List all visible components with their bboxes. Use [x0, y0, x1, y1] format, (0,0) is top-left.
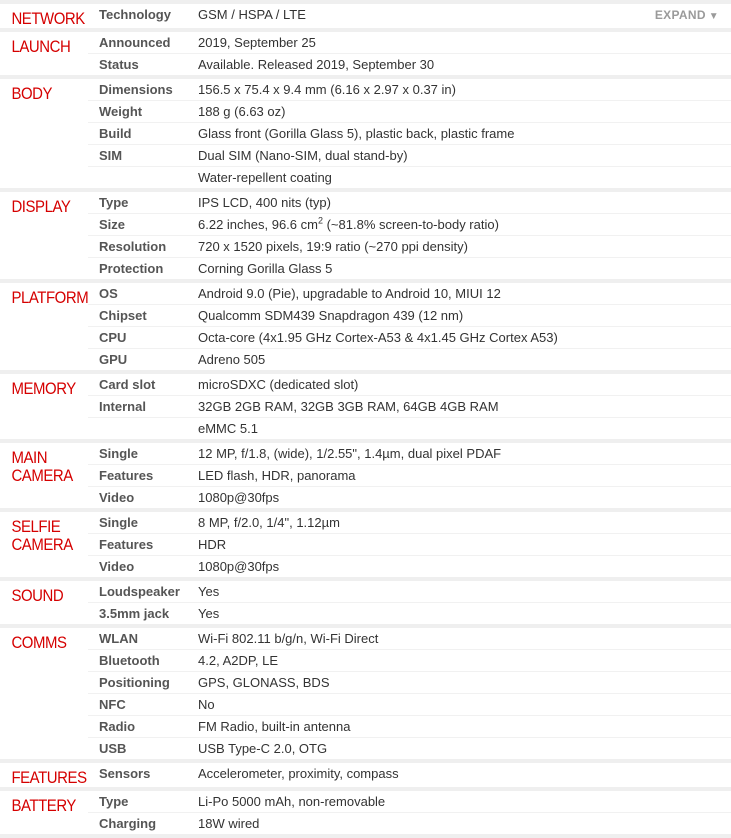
spec-value-text: Water-repellent coating [198, 170, 332, 185]
section-title-line: FEATURES [11, 768, 87, 787]
spec-row [88, 304, 731, 326]
expand-button[interactable] [655, 8, 719, 22]
spec-row [88, 417, 731, 439]
section-rows [88, 374, 731, 439]
spec-value-text: GSM / HSPA / LTE [198, 7, 306, 22]
section-title-line: NETWORK [11, 9, 85, 28]
spec-value [198, 330, 731, 345]
spec-row [88, 144, 731, 166]
spec-value [198, 490, 731, 505]
spec-row [88, 4, 731, 25]
spec-label: Single [99, 446, 139, 461]
section-title-line: SOUND [11, 586, 64, 605]
spec-row [88, 79, 731, 100]
section-title [0, 791, 77, 834]
spec-label: Bluetooth [99, 653, 160, 668]
spec-label: USB [99, 741, 127, 756]
spec-value [198, 261, 731, 276]
section-rows [88, 32, 731, 75]
section-title [0, 581, 77, 624]
spec-value-text: eMMC 5.1 [198, 421, 258, 436]
section-title-line: PLATFORM [11, 288, 89, 307]
spec-section-main-camera [0, 443, 731, 512]
spec-value-text: 8 MP, f/2.0, 1/4", 1.12µm [198, 515, 340, 530]
spec-section-memory [0, 374, 731, 443]
spec-value-text: Qualcomm SDM439 Snapdragon 439 (12 nm) [198, 308, 464, 323]
spec-label: Video [99, 490, 135, 505]
spec-value [198, 82, 731, 97]
section-title-line: CAMERA [11, 535, 73, 554]
spec-section-sound [0, 581, 731, 628]
spec-value-text: microSDXC (dedicated slot) [198, 377, 359, 392]
section-title-line: COMMS [11, 633, 67, 652]
section-rows [88, 79, 731, 188]
section-rows [88, 581, 731, 624]
spec-value [198, 559, 731, 574]
spec-value-text: Dual SIM (Nano-SIM, dual stand-by) [198, 148, 408, 163]
spec-value-text: USB Type-C 2.0, OTG [198, 741, 328, 756]
spec-row [88, 581, 731, 602]
spec-value-text: Octa-core (4x1.95 GHz Cortex-A53 & 4x1.45 GHz Cortex A53) [198, 330, 558, 345]
spec-label: OS [99, 286, 118, 301]
spec-value-text: 1080p@30fps [198, 559, 280, 574]
spec-label: Type [99, 794, 129, 809]
spec-value-text: IPS LCD, 400 nits (typ) [198, 195, 331, 210]
spec-row [88, 602, 731, 624]
spec-value-text: Available. Released 2019, September 30 [198, 57, 435, 72]
section-rows [88, 192, 731, 279]
spec-row [88, 100, 731, 122]
spec-section-platform [0, 283, 731, 374]
spec-label: Positioning [99, 675, 170, 690]
spec-label: 3.5mm jack [99, 606, 170, 621]
spec-value-text: Android 9.0 (Pie), upgradable to Android 10, MIUI 12 [198, 286, 501, 301]
spec-value-text-after: (~81.8% screen-to-body ratio) [322, 217, 499, 232]
spec-row [88, 512, 731, 533]
section-title [0, 374, 77, 439]
spec-value-text: Yes [198, 584, 220, 599]
spec-value [198, 741, 731, 756]
section-rows [88, 283, 731, 370]
spec-value-text: GPS, GLONASS, BDS [198, 675, 330, 690]
section-title-line: SELFIE [11, 517, 61, 536]
spec-value-text: 720 x 1520 pixels, 19:9 ratio (~270 ppi density) [198, 239, 468, 254]
spec-label: Internal [99, 399, 146, 414]
spec-row [88, 283, 731, 304]
spec-value [198, 446, 731, 461]
spec-section-selfie-camera [0, 512, 731, 581]
spec-label: Loudspeaker [99, 584, 180, 599]
section-title-line: MEMORY [11, 379, 76, 398]
spec-label: Radio [99, 719, 136, 734]
spec-value [198, 57, 731, 72]
section-rows [88, 628, 731, 759]
spec-value [198, 537, 731, 552]
section-title-line: DISPLAY [11, 197, 71, 216]
spec-label: Type [99, 195, 129, 210]
spec-row [88, 464, 731, 486]
spec-label: Status [99, 57, 139, 72]
spec-value [198, 719, 731, 734]
spec-value [198, 148, 731, 163]
spec-value [198, 399, 731, 414]
spec-label: Technology [99, 7, 171, 22]
spec-label: WLAN [99, 631, 138, 646]
section-title [0, 32, 77, 75]
spec-label: Video [99, 559, 135, 574]
spec-value-text: FM Radio, built-in antenna [198, 719, 351, 734]
spec-section-launch [0, 32, 731, 79]
spec-row [88, 693, 731, 715]
spec-label: Dimensions [99, 82, 173, 97]
spec-label: SIM [99, 148, 123, 163]
spec-row [88, 763, 731, 784]
spec-label: Resolution [99, 239, 167, 254]
section-title [0, 4, 85, 28]
section-rows [88, 4, 731, 28]
spec-label: Protection [99, 261, 164, 276]
spec-label: Card slot [99, 377, 156, 392]
spec-value [198, 286, 731, 301]
spec-label: Single [99, 515, 139, 530]
spec-row [88, 326, 731, 348]
spec-value [198, 195, 731, 210]
spec-row [88, 443, 731, 464]
spec-row [88, 791, 731, 812]
spec-row [88, 533, 731, 555]
spec-value [198, 239, 731, 254]
spec-section-battery [0, 791, 731, 838]
spec-row [88, 395, 731, 417]
expand-label: EXPAND [654, 8, 706, 22]
spec-value [198, 766, 731, 781]
caret-down-icon: ▼ [708, 11, 719, 22]
spec-row [88, 348, 731, 370]
section-title-line: CAMERA [11, 466, 73, 485]
spec-value [198, 584, 731, 599]
spec-value-text: Corning Gorilla Glass 5 [198, 261, 333, 276]
spec-row [88, 32, 731, 53]
spec-label: Sensors [99, 766, 151, 781]
spec-value [198, 217, 731, 232]
section-title [0, 443, 77, 508]
spec-value-text: 32GB 2GB RAM, 32GB 3GB RAM, 64GB 4GB RAM [198, 399, 499, 414]
spec-row [88, 213, 731, 235]
spec-value [198, 308, 731, 323]
spec-value [198, 816, 731, 831]
spec-section-features [0, 763, 731, 791]
spec-value-text: Glass front (Gorilla Glass 5), plastic back, plastic frame [198, 126, 515, 141]
spec-section-body [0, 79, 731, 192]
spec-value [198, 794, 731, 809]
spec-row [88, 257, 731, 279]
spec-value [198, 35, 731, 50]
spec-row [88, 486, 731, 508]
spec-value-text: 156.5 x 75.4 x 9.4 mm (6.16 x 2.97 x 0.37 in) [198, 82, 456, 97]
section-title-line: LAUNCH [11, 37, 71, 56]
spec-value [198, 352, 731, 367]
spec-section-comms [0, 628, 731, 763]
spec-label: Chipset [99, 308, 147, 323]
spec-value-text: Wi-Fi 802.11 b/g/n, Wi-Fi Direct [198, 631, 379, 646]
spec-row [88, 671, 731, 693]
spec-value [198, 697, 731, 712]
section-rows [88, 512, 731, 577]
spec-value-text: 2019, September 25 [198, 35, 316, 50]
spec-label: Weight [99, 104, 143, 119]
spec-row [88, 53, 731, 75]
spec-value-text: 188 g (6.63 oz) [198, 104, 286, 119]
spec-value-text: Li-Po 5000 mAh, non-removable [198, 794, 386, 809]
spec-value-text: 12 MP, f/1.8, (wide), 1/2.55", 1.4µm, dual pixel PDAF [198, 446, 502, 461]
section-rows [88, 791, 731, 834]
spec-label: Size [99, 217, 126, 232]
spec-value [198, 675, 731, 690]
spec-row [88, 192, 731, 213]
section-title [0, 79, 77, 188]
spec-value-text: LED flash, HDR, panorama [198, 468, 356, 483]
section-title-line: BATTERY [11, 796, 76, 815]
spec-value [198, 631, 731, 646]
section-rows [88, 763, 731, 787]
spec-value [198, 653, 731, 668]
spec-value [198, 377, 731, 392]
spec-row [88, 166, 731, 188]
spec-row [88, 737, 731, 759]
spec-value-text: No [198, 697, 215, 712]
section-title-line: BODY [11, 84, 53, 103]
section-title [0, 512, 77, 577]
spec-label: CPU [99, 330, 127, 345]
spec-value [198, 515, 731, 530]
spec-row [88, 715, 731, 737]
section-title [0, 763, 87, 787]
section-title-line: MAIN [11, 448, 48, 467]
spec-value-text: Yes [198, 606, 220, 621]
spec-value [198, 606, 731, 621]
section-title [0, 283, 89, 370]
spec-value [198, 421, 731, 436]
spec-value-text: HDR [198, 537, 227, 552]
spec-value-text: 6.22 inches, 96.6 cm [198, 217, 318, 232]
spec-value [198, 468, 731, 483]
spec-value-text: 18W wired [198, 816, 260, 831]
superscript: 2 [317, 215, 323, 226]
section-rows [88, 443, 731, 508]
spec-label: NFC [99, 697, 126, 712]
spec-row [88, 649, 731, 671]
spec-label: Build [99, 126, 132, 141]
spec-value-text: 4.2, A2DP, LE [198, 653, 278, 668]
spec-row [88, 812, 731, 834]
spec-label: Features [99, 537, 154, 552]
spec-row [88, 374, 731, 395]
spec-section-display [0, 192, 731, 283]
spec-section-network [0, 0, 731, 32]
spec-label: Charging [99, 816, 157, 831]
section-title [0, 628, 77, 759]
spec-value-text: Adreno 505 [198, 352, 266, 367]
spec-value [198, 170, 731, 185]
spec-value-text: 1080p@30fps [198, 490, 280, 505]
spec-row [88, 122, 731, 144]
spec-value-text: Accelerometer, proximity, compass [198, 766, 399, 781]
spec-label: GPU [99, 352, 128, 367]
spec-row [88, 628, 731, 649]
spec-label: Announced [99, 35, 171, 50]
spec-value [198, 7, 731, 22]
spec-label: Features [99, 468, 154, 483]
spec-value [198, 104, 731, 119]
section-title [0, 192, 77, 279]
spec-row [88, 555, 731, 577]
spec-row [88, 235, 731, 257]
spec-value [198, 126, 731, 141]
